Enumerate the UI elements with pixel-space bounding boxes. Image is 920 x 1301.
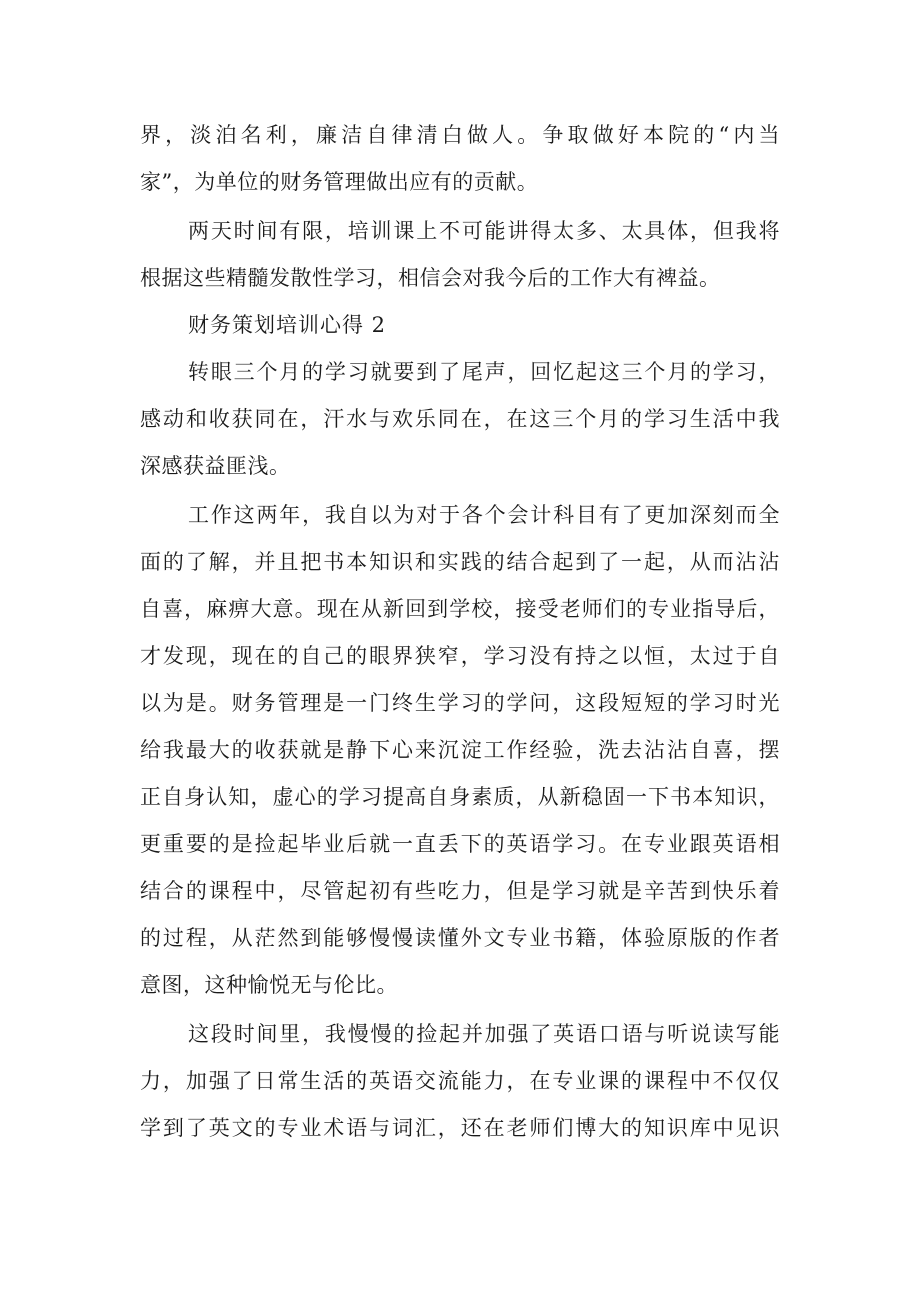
text-line: 结合的课程中，尽管起初有些吃力，但是学习就是辛苦到快乐着 (140, 879, 780, 903)
text-line: 工作这两年，我自以为对于各个会计科目有了更加深刻而全 (188, 503, 780, 527)
text-line: 这段时间里，我慢慢的捡起并加强了英语口语与听说读写能 (188, 1022, 780, 1046)
text-line: 转眼三个月的学习就要到了尾声，回忆起这三个月的学习， (188, 360, 780, 384)
text-line: 的过程，从茫然到能够慢慢读懂外文专业书籍，体验原版的作者 (140, 926, 780, 950)
text-line: 以为是。财务管理是一门终生学习的学问，这段短短的学习时光 (140, 691, 780, 715)
text-line: 才发现，现在的自己的眼界狭窄，学习没有持之以恒，太过于自 (140, 644, 780, 668)
text-line: 更重要的是捡起毕业后就一直丢下的英语学习。在专业跟英语相 (140, 832, 780, 856)
text-line: 自喜，麻痹大意。现在从新回到学校，接受老师们的专业指导后， (140, 597, 780, 621)
text-line: 感动和收获同在，汗水与欢乐同在，在这三个月的学习生活中我 (140, 407, 780, 431)
text-line: 深感获益匪浅。 (140, 454, 291, 478)
paragraph-2 (140, 208, 780, 302)
text-line: 正自身认知，虚心的学习提高自身素质，从新稳固一下书本知识， (140, 785, 780, 809)
paragraph-1 (140, 112, 780, 206)
text-line: 学到了英文的专业术语与词汇，还在老师们博大的知识库中见识 (140, 1116, 780, 1140)
text-line: 力，加强了日常生活的英语交流能力，在专业课的课程中不仅仅 (140, 1069, 780, 1093)
paragraph-5 (140, 1011, 780, 1152)
paragraph-3 (140, 349, 780, 490)
text-line: 面的了解，并且把书本知识和实践的结合起到了一起，从而沾沾 (140, 550, 780, 574)
document-page (140, 112, 780, 1152)
text-line: 界，淡泊名利，廉洁自律清白做人。争取做好本院的“内当 (140, 123, 780, 147)
text-line: 根据这些精髓发散性学习，相信会对我今后的工作大有裨益。 (140, 266, 721, 290)
text-line: 意图，这种愉悦无与伦比。 (140, 973, 398, 997)
paragraph-4 (140, 492, 780, 1009)
text-line: 给我最大的收获就是静下心来沉淀工作经验，洗去沾沾自喜，摆 (140, 738, 780, 762)
text-line: 两天时间有限，培训课上不可能讲得太多、太具体，但我将 (188, 219, 780, 243)
section-title: 财务策划培训心得 2 (188, 313, 387, 337)
text-line: 家”，为单位的财务管理做出应有的贡献。 (140, 170, 539, 194)
section-heading (140, 302, 780, 349)
